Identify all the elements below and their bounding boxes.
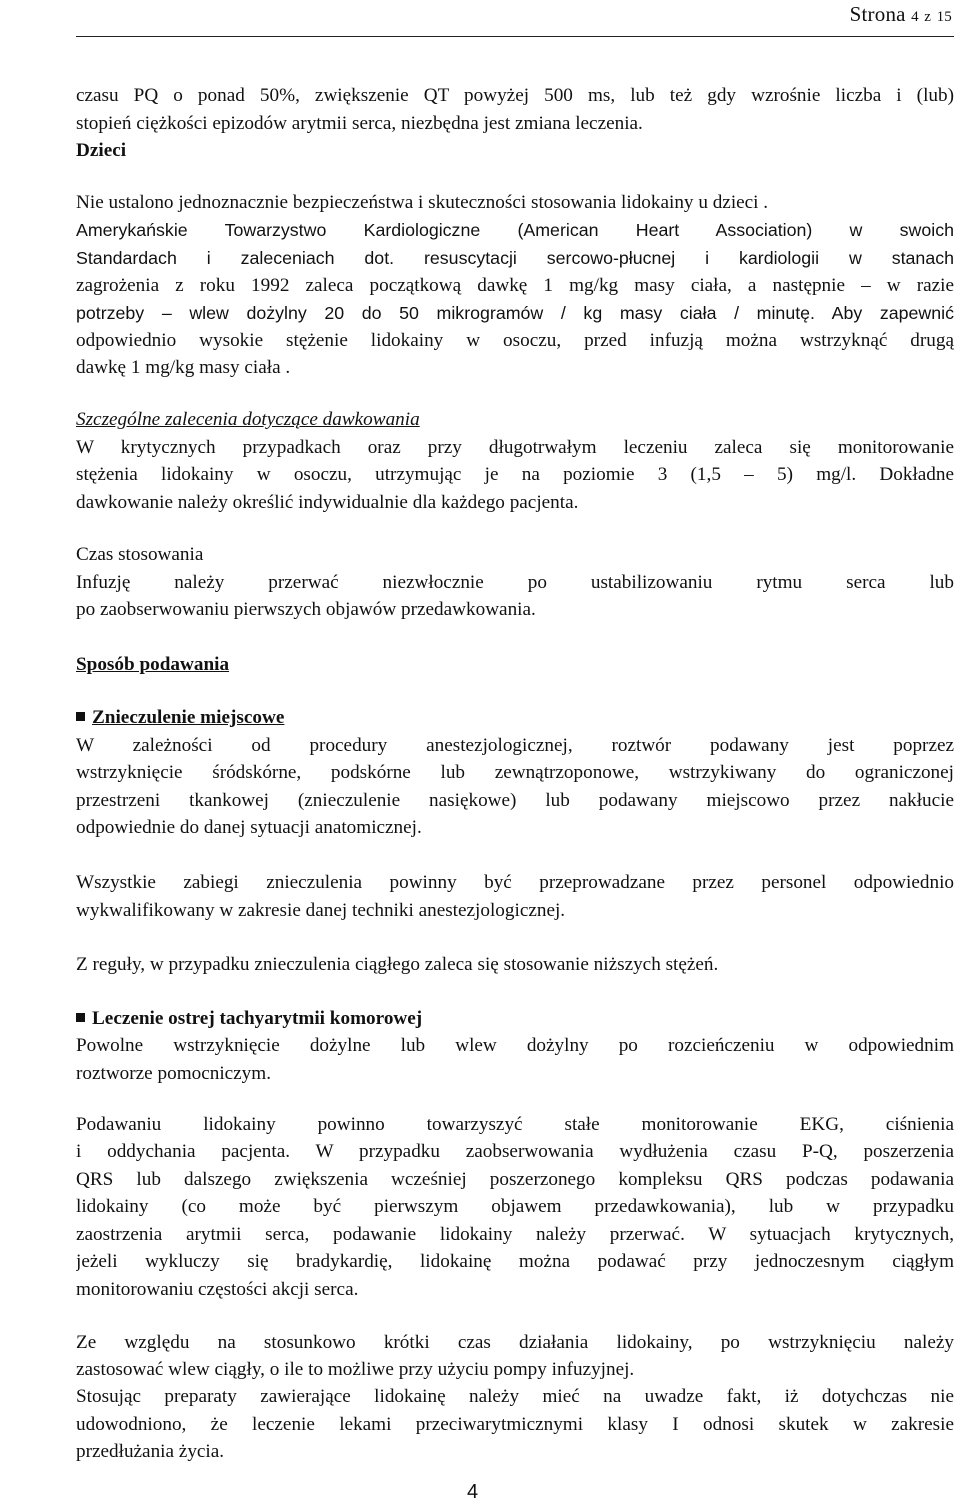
text-line: potrzeby – wlew dożylny 20 do 50 mikrogramów / kg masy ciała / minutę. Aby zapewnić (76, 303, 954, 323)
text-line: jeżeli wykluczy się bradykardię, lidokainę można podawać przy jednoczesnym ciągłym (76, 1251, 954, 1272)
text-line: wykwalifikowany w zakresie danej techniki anestezjologicznej. (76, 900, 566, 921)
text-line: Ze względu na stosunkowo krótki czas działania lidokainy, po wstrzyknięciu należy (76, 1332, 954, 1353)
text-line: W krytycznych przypadkach oraz przy długotrwałym leczeniu zaleca się monitorowanie (76, 437, 954, 458)
text-line: przedłużania życia. (76, 1441, 225, 1462)
text-line: lidokainy (co może być pierwszym objawem przedawkowania), lub w przypadku (76, 1196, 954, 1217)
section-heading-szczegolne: Szczególne zalecenia dotyczące dawkowania (76, 409, 420, 430)
text-line: zastosować wlew ciągły, o ile to możliwe przy użyciu pompy infuzyjnej. (76, 1359, 635, 1380)
section-heading-dzieci: Dzieci (76, 140, 127, 161)
section-heading-sposob: Sposób podawania (76, 654, 230, 675)
text-line: odpowiednie do danej sytuacji anatomicznej. (76, 817, 422, 838)
square-bullet-icon (76, 712, 85, 721)
text-line: czasu PQ o ponad 50%, zwiększenie QT powyżej 500 ms, lub też gdy wzrośnie liczba i (lub) (76, 85, 954, 106)
text-line: QRS lub dalszego zwiększenia wcześniej poszerzonego kompleksu QRS podczas podawania (76, 1169, 954, 1190)
text-line: dawkę 1 mg/kg masy ciała . (76, 357, 291, 378)
page-header (0, 0, 960, 36)
text-line: zagrożenia z roku 1992 zaleca początkową dawkę 1 mg/kg masy ciała, a następnie – w razie (76, 275, 954, 296)
text-line: zaostrzenia arytmii serca, podawanie lidokainy należy przerwać. W sytuacjach krytycznych, (76, 1224, 954, 1245)
square-bullet-icon (76, 1013, 85, 1022)
text-line: Wszystkie zabiegi znieczulenia powinny być przeprowadzane przez personel odpowiednio (76, 872, 954, 893)
page-number: 4 (467, 1481, 479, 1503)
bullet-heading-label: Leczenie ostrej tachyarytmii komorowej (92, 1008, 423, 1029)
text-line: Nie ustalono jednoznacznie bezpieczeństwa i skuteczności stosowania lidokainy u dzieci . (76, 192, 769, 213)
bullet-heading-znieczulenie (76, 704, 954, 732)
header-rule (76, 36, 954, 37)
text-line: Amerykańskie Towarzystwo Kardiologiczne (American Heart Association) w swoich (76, 220, 954, 240)
text-line: wstrzyknięcie śródskórne, podskórne lub zewnątrzoponowe, wstrzykiwany do ograniczonej (76, 762, 954, 783)
text-line: Stosując preparaty zawierające lidokainę należy mieć na uwadze fakt, iż dotychczas nie (76, 1386, 954, 1407)
text-line: przestrzeni tkankowej (znieczulenie nasiękowe) lub podawany miejscowo przez nakłucie (76, 790, 954, 811)
page-indicator (850, 2, 952, 27)
page-indicator-label: Strona (849, 2, 906, 26)
text-line: stężenia lidokainy w osoczu, utrzymując je na poziomie 3 (1,5 – 5) mg/l. Dokładne (76, 464, 954, 485)
page-indicator-current: 4 (911, 9, 919, 25)
text-line: udowodniono, że leczenie lekami przeciwarytmicznymi klasy I odnosi skutek w zakresie (76, 1414, 954, 1435)
text-line: Infuzję należy przerwać niezwłocznie po ustabilizowaniu rytmu serca lub (76, 572, 954, 593)
page-indicator-total: 15 (936, 9, 952, 25)
text-line: odpowiednio wysokie stężenie lidokainy w osoczu, przed infuzją można wstrzyknąć drugą (76, 330, 954, 351)
bullet-heading-label: Znieczulenie miejscowe (92, 707, 285, 728)
text-line: Z reguły, w przypadku znieczulenia ciągłego zaleca się stosowanie niższych stężeń. (76, 954, 719, 975)
section-heading-czas: Czas stosowania (76, 544, 204, 565)
text-line: Standardach i zaleceniach dot. resuscytacji sercowo-płucnej i kardiologii w stanach (76, 248, 954, 268)
text-line: Powolne wstrzyknięcie dożylne lub wlew dożylny po rozcieńczeniu w odpowiednim (76, 1035, 954, 1056)
text-line: dawkowanie należy określić indywidualnie dla każdego pacjenta. (76, 492, 579, 513)
text-line: stopień ciężkości epizodów arytmii serca, niezbędna jest zmiana leczenia. (76, 113, 643, 134)
text-line: roztworze pomocniczym. (76, 1063, 271, 1084)
text-line: i oddychania pacjenta. W przypadku zaobserwowania wydłużenia czasu P-Q, poszerzenia (76, 1141, 954, 1162)
bullet-heading-leczenie (76, 1005, 954, 1033)
text-line: monitorowaniu częstości akcji serca. (76, 1279, 359, 1300)
text-line: W zależności od procedury anestezjologicznej, roztwór podawany jest poprzez (76, 735, 954, 756)
text-line: Podawaniu lidokainy powinno towarzyszyć stałe monitorowanie EKG, ciśnienia (76, 1114, 954, 1135)
text-line: po zaobserwowaniu pierwszych objawów przedawkowania. (76, 599, 536, 620)
page-indicator-of: z (924, 9, 932, 25)
